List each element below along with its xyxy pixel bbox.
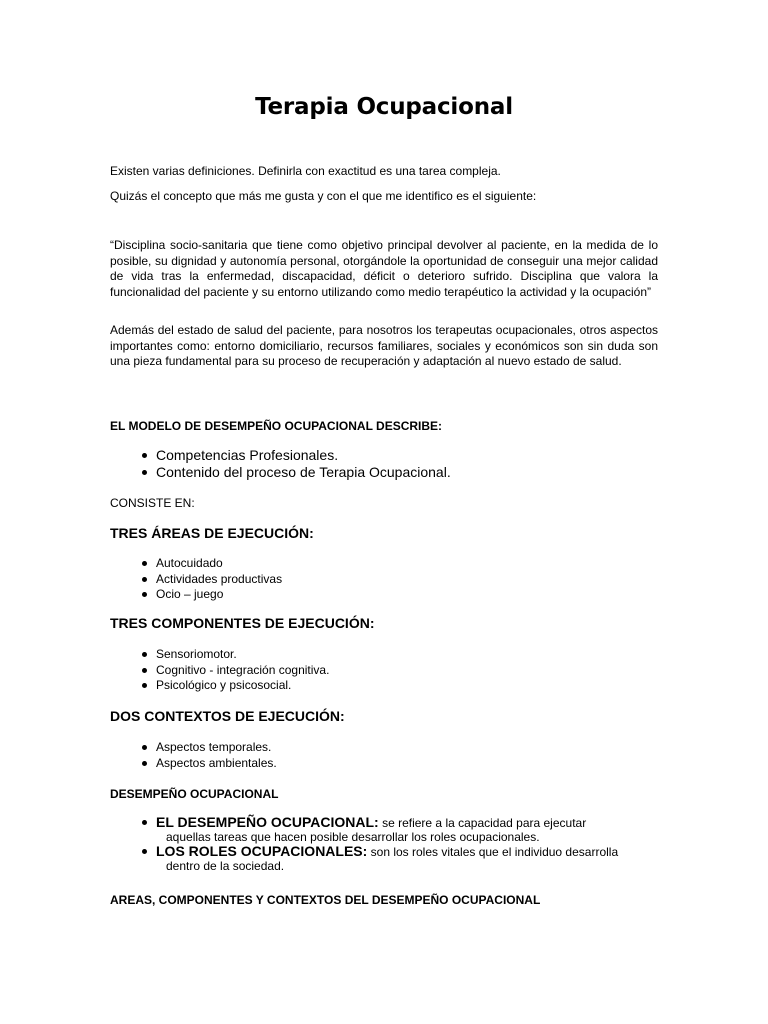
consiste-label: CONSISTE EN:: [110, 496, 195, 510]
definition-quote: “Disciplina socio-sanitaria que tiene como objetivo principal devolver al paciente, en la medida de lo posible, su dignidad y autonomía personal, otorgándole la oportunidad de conseguir una mejor calidad de vida tras la enfermedad, discapacidad, déficit o deterioro sufrido. Disciplina que valora la funcionalidad del paciente y su entorno utilizando como medio terapéutico la actividad y la ocupación”: [110, 238, 658, 299]
document-title: Terapia Ocupacional: [255, 94, 513, 120]
definition-continuation: dentro de la sociedad.: [166, 859, 285, 873]
list-item: Sensoriomotor.: [140, 647, 660, 663]
model-heading: EL MODELO DE DESEMPEÑO OCUPACIONAL DESCRIBE:: [110, 419, 443, 433]
model-list: [140, 447, 660, 481]
list-item: Actividades productivas: [140, 572, 660, 588]
definition-text: se refiere a la capacidad para ejecutar: [382, 816, 587, 830]
definition-term: EL DESEMPEÑO OCUPACIONAL:: [156, 814, 379, 830]
list-item: Ocio – juego: [140, 587, 660, 603]
desempeno-heading: DESEMPEÑO OCUPACIONAL: [110, 787, 279, 801]
list-item: [140, 815, 658, 844]
list-item: Aspectos ambientales.: [140, 756, 660, 772]
componentes-list: [140, 647, 660, 694]
list-item: Aspectos temporales.: [140, 740, 660, 756]
definition-text: son los roles vitales que el individuo desarrolla: [370, 845, 619, 859]
list-item: Competencias Profesionales.: [140, 447, 660, 464]
intro-line-2: Quizás el concepto que más me gusta y con el que me identifico es el siguiente:: [110, 189, 537, 203]
final-heading: AREAS, COMPONENTES Y CONTEXTOS DEL DESEMPEÑO OCUPACIONAL: [110, 893, 541, 907]
list-item: Contenido del proceso de Terapia Ocupacional.: [140, 464, 660, 481]
areas-heading: TRES ÁREAS DE EJECUCIÓN:: [110, 525, 314, 541]
list-item: Cognitivo - integración cognitiva.: [140, 663, 660, 679]
paragraph-context: Además del estado de salud del paciente, para nosotros los terapeutas ocupacionales, otros aspectos importantes como: entorno domiciliario, recursos familiares, sociales y económicos son sin duda son una pieza fundamental para su proceso de recuperación y adaptación al nuevo estado de salud.: [110, 323, 658, 368]
contextos-heading: DOS CONTEXTOS DE EJECUCIÓN:: [110, 708, 345, 724]
definition-term: LOS ROLES OCUPACIONALES:: [156, 843, 368, 859]
contextos-list: [140, 740, 660, 771]
areas-list: [140, 556, 660, 603]
intro-line-1: Existen varias definiciones. Definirla con exactitud es una tarea compleja.: [110, 164, 501, 178]
list-item: Psicológico y psicosocial.: [140, 678, 660, 694]
desempeno-list: [140, 815, 658, 873]
list-item: Autocuidado: [140, 556, 660, 572]
list-item: [140, 844, 658, 873]
definition-continuation: aquellas tareas que hacen posible desarrollar los roles ocupacionales.: [166, 830, 540, 844]
componentes-heading: TRES COMPONENTES DE EJECUCIÓN:: [110, 615, 375, 631]
